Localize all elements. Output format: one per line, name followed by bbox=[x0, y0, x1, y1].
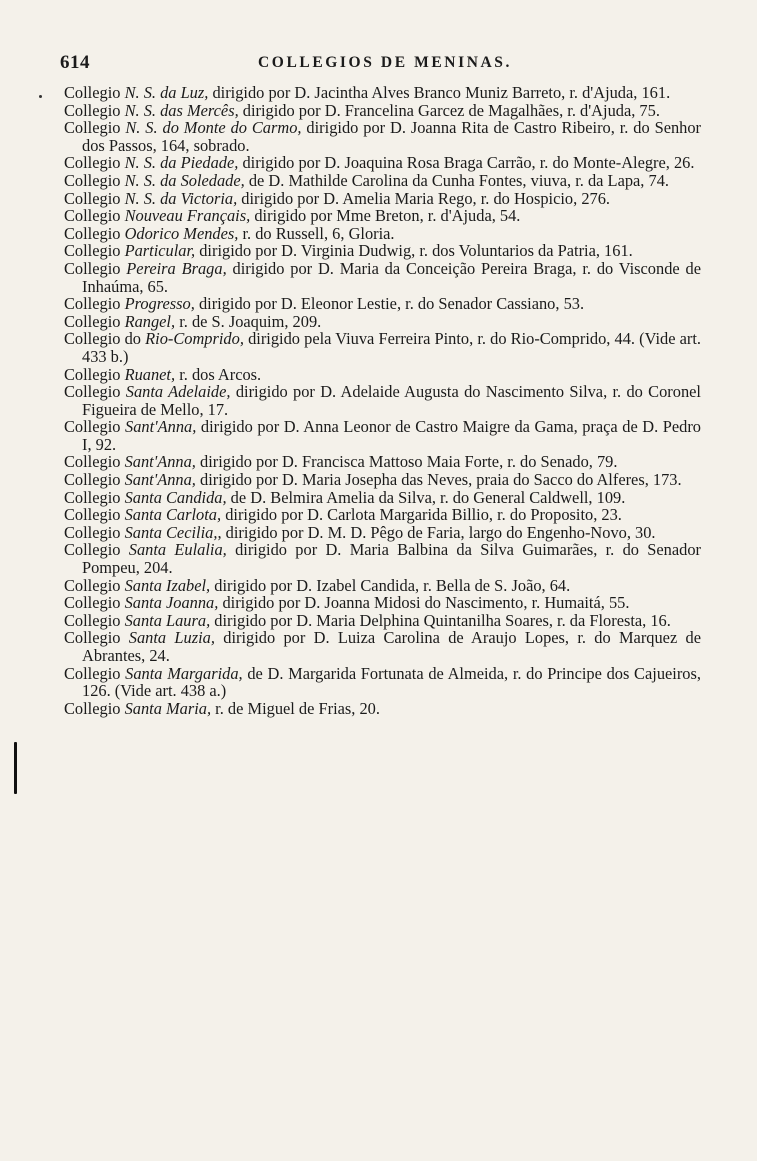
entry bbox=[64, 172, 701, 190]
entry-details: dirigido por D. Anna Leonor de Castro Maigre da Gama, praça de D. Pedro I, 92. bbox=[82, 417, 701, 454]
page-header bbox=[60, 52, 710, 76]
entry-prefix: Collegio bbox=[64, 188, 125, 208]
entry-title: N. S. da Soledade, bbox=[124, 170, 245, 190]
entry-prefix: Collegio bbox=[64, 505, 125, 525]
entry bbox=[64, 84, 701, 102]
entry bbox=[64, 577, 701, 595]
entry bbox=[64, 489, 701, 507]
entry-title: N. S. da Piedade, bbox=[124, 153, 239, 173]
entry-title: Rangel, bbox=[124, 311, 176, 331]
entry-details: dirigido por D. Carlota Margarida Billio, r. do Proposito, 23. bbox=[221, 505, 622, 525]
entry-title: Santa Maria, bbox=[124, 698, 212, 718]
entry bbox=[64, 700, 701, 718]
entry-details: dirigido por D. Joaquina Rosa Braga Carrão, r. do Monte-Alegre, 26. bbox=[238, 153, 695, 173]
entry-title: N. S. da Luz, bbox=[124, 83, 209, 102]
entry bbox=[64, 629, 701, 664]
entry bbox=[64, 366, 701, 384]
entry-prefix: Collegio bbox=[64, 487, 125, 507]
entry-title: Santa Margarida, bbox=[125, 663, 243, 683]
entry-details: dirigido pela Viuva Ferreira Pinto, r. do Rio-Comprido, 44. (Vide art. 433 b.) bbox=[82, 329, 701, 366]
entry-prefix: Collegio bbox=[64, 452, 125, 472]
entry-title: Ruanet, bbox=[124, 364, 176, 384]
entry-details: r. dos Arcos. bbox=[175, 364, 262, 384]
entry-details: r. de S. Joaquim, 209. bbox=[175, 311, 322, 331]
entry-prefix: Collegio bbox=[64, 241, 125, 261]
entry bbox=[64, 594, 701, 612]
entry-prefix: Collegio bbox=[64, 206, 125, 226]
entry-prefix: Collegio bbox=[64, 628, 129, 648]
entry-title: Nouveau Français, bbox=[124, 206, 251, 226]
entry-details: dirigido por D. Francelina Garcez de Magalhães, r. d'Ajuda, 75. bbox=[238, 100, 660, 120]
entry-details: r. do Russell, 6, Gloria. bbox=[238, 223, 395, 243]
entry-prefix: Collegio bbox=[64, 698, 125, 718]
entry-title: Odorico Mendes, bbox=[124, 223, 239, 243]
entry bbox=[64, 330, 701, 365]
entry-title: Santa Eulalia, bbox=[128, 540, 227, 560]
page-number: 614 bbox=[60, 52, 90, 73]
entry-title: Sant'Anna, bbox=[125, 417, 197, 437]
entry bbox=[64, 471, 701, 489]
entry bbox=[64, 242, 701, 260]
entry-title: Santa Candida, bbox=[124, 487, 227, 507]
entry-title: Santa Adelaide, bbox=[125, 382, 231, 402]
entry-details: r. de Miguel de Frias, 20. bbox=[211, 698, 380, 718]
entry bbox=[64, 383, 701, 418]
entry-prefix: Collegio bbox=[64, 153, 125, 173]
entry-details: dirigido por D. Maria Delphina Quintanilha Soares, r. da Floresta, 16. bbox=[210, 610, 671, 630]
entry-details: dirigido por D. Virginia Dudwig, r. dos Voluntarios da Patria, 161. bbox=[195, 241, 633, 261]
entry-title: N. S. da Victoria, bbox=[124, 188, 238, 208]
entry-details: dirigido por D. Adelaide Augusta do Nascimento Silva, r. do Coronel Figueira de Mello, 17. bbox=[82, 382, 701, 419]
entry-details: dirigido por D. Eleonor Lestie, r. do Senador Cassiano, 53. bbox=[194, 294, 585, 314]
entry-details: dirigido por Mme Breton, r. d'Ajuda, 54. bbox=[250, 206, 521, 226]
entry bbox=[64, 524, 701, 542]
entry-title: Pereira Braga, bbox=[126, 258, 227, 278]
entry-title: Santa Cecilia, bbox=[124, 522, 218, 542]
entry-details: dirigido por D. Amelia Maria Rego, r. do Hospicio, 276. bbox=[237, 188, 611, 208]
entry-prefix: Collegio bbox=[64, 575, 125, 595]
entry-details: dirigido por D. Maria da Conceição Pereira Braga, r. do Visconde de Inhaúma, 65. bbox=[82, 258, 701, 296]
entry bbox=[64, 453, 701, 471]
entry-title: Sant'Anna, bbox=[124, 452, 196, 472]
entry-details: dirigido por D. Francisca Mattoso Maia Forte, r. do Senado, 79. bbox=[195, 452, 618, 472]
entry-title: Progresso, bbox=[124, 294, 195, 314]
entry-details: dirigido por D. Joanna Midosi do Nascimento, r. Humaitá, 55. bbox=[218, 593, 630, 613]
entry-details: dirigido por D. Izabel Candida, r. Bella de S. João, 64. bbox=[210, 575, 571, 595]
entry bbox=[64, 295, 701, 313]
entry-title: Rio-Comprido, bbox=[145, 329, 244, 349]
entry-details: , dirigido por D. M. D. Pêgo de Faria, largo do Engenho-Novo, 30. bbox=[217, 522, 656, 542]
entry-details: de D. Margarida Fortunata de Almeida, r. do Principe dos Cajueiros, 126. (Vide art. 438 a.) bbox=[82, 663, 701, 701]
entry-title: Santa Laura, bbox=[124, 610, 211, 630]
entry bbox=[64, 260, 701, 295]
entry bbox=[64, 313, 701, 331]
entries-list bbox=[64, 84, 701, 717]
running-head: COLLEGIOS DE MENINAS. bbox=[258, 54, 512, 71]
entry bbox=[64, 612, 701, 630]
entry-prefix: Collegio bbox=[64, 294, 125, 314]
entry-title: Santa Luzia, bbox=[128, 628, 215, 648]
entry-prefix: Collegio bbox=[64, 364, 125, 384]
entry-title: N. S. do Monte do Carmo, bbox=[125, 118, 302, 138]
entry-details: dirigido por D. Joanna Rita de Castro Ribeiro, r. do Senhor dos Passos, 164, sobrado. bbox=[82, 118, 702, 155]
entry-prefix: Collegio bbox=[64, 170, 125, 190]
entry bbox=[64, 665, 701, 700]
entry-details: dirigido por D. Jacintha Alves Branco Muniz Barreto, r. d'Ajuda, 161. bbox=[208, 83, 671, 102]
entry-prefix: Collegio bbox=[64, 118, 126, 138]
entry-details: dirigido por D. Maria Josepha das Neves, praia do Sacco do Alferes, 173. bbox=[195, 470, 682, 490]
entry-prefix: Collegio bbox=[64, 311, 125, 331]
entry-prefix: Collegio bbox=[64, 223, 125, 243]
entry-title: Santa Izabel, bbox=[124, 575, 211, 595]
entry bbox=[64, 102, 701, 120]
entry bbox=[64, 119, 701, 154]
entry-prefix: Collegio bbox=[64, 593, 125, 613]
entry bbox=[64, 154, 701, 172]
entry-details: de D. Mathilde Carolina da Cunha Fontes, viuva, r. da Lapa, 74. bbox=[244, 170, 669, 190]
entry-prefix: Collegio bbox=[64, 540, 129, 560]
entry bbox=[64, 207, 701, 225]
entry-details: de D. Belmira Amelia da Silva, r. do General Caldwell, 109. bbox=[226, 487, 626, 507]
entry-title: Particular, bbox=[124, 241, 196, 261]
entry-prefix: Collegio bbox=[64, 522, 125, 542]
entry-title: Santa Joanna, bbox=[124, 593, 219, 613]
entry-details: dirigido por D. Maria Balbina da Silva Guimarães, r. do Senador Pompeu, 204. bbox=[82, 540, 701, 578]
entry-prefix: Collegio bbox=[64, 610, 125, 630]
entry-prefix: Collegio do bbox=[64, 329, 146, 349]
entry bbox=[64, 541, 701, 576]
entry-prefix: Collegio bbox=[64, 382, 126, 402]
entry-title: Sant'Anna, bbox=[124, 470, 196, 490]
entry-details: dirigido por D. Luiza Carolina de Araujo Lopes, r. do Marquez de Abrantes, 24. bbox=[82, 628, 701, 665]
entry bbox=[64, 190, 701, 208]
entry-prefix: Collegio bbox=[64, 258, 127, 278]
margin-bar bbox=[14, 742, 17, 794]
entry bbox=[64, 418, 701, 453]
entry-prefix: Collegio bbox=[64, 663, 126, 683]
entry bbox=[64, 225, 701, 243]
entry-title: N. S. das Mercês, bbox=[124, 100, 239, 120]
entry-prefix: Collegio bbox=[64, 470, 125, 490]
entry-prefix: Collegio bbox=[64, 100, 125, 120]
entry-prefix: Collegio bbox=[64, 417, 125, 437]
margin-dot bbox=[39, 95, 42, 98]
entry bbox=[64, 506, 701, 524]
entry-title: Santa Carlota, bbox=[124, 505, 222, 525]
entry-prefix: Collegio bbox=[64, 83, 125, 102]
